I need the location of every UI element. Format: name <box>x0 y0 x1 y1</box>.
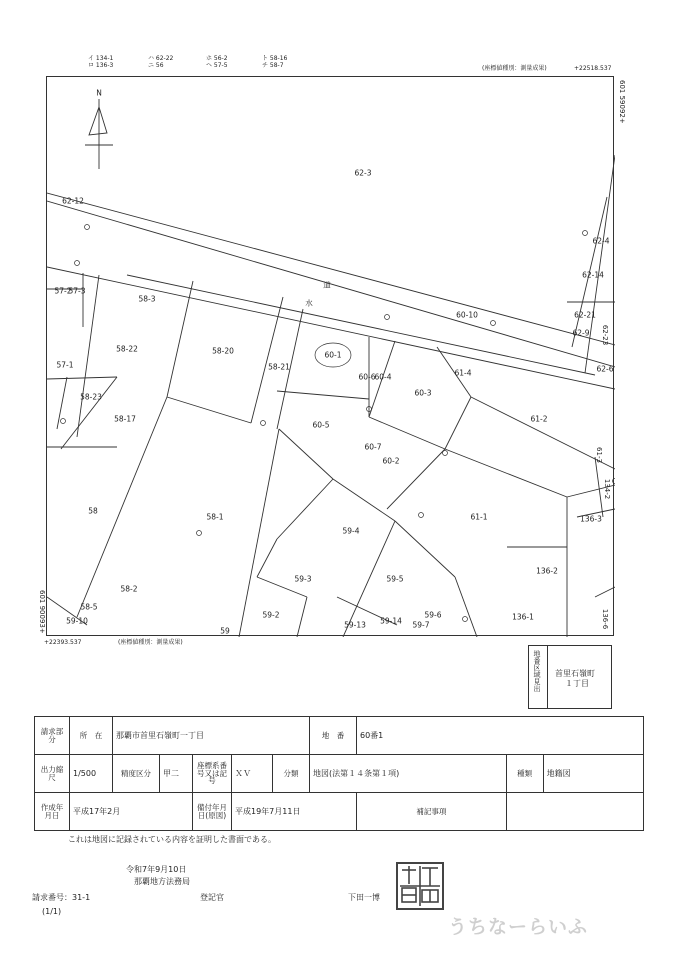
notes-value <box>506 793 643 831</box>
coord-left-vertical: 601 90093+ <box>38 590 46 634</box>
coord-sys-value: ＸＶ <box>232 755 273 793</box>
backup-label: 備付年月日(原図) <box>193 793 232 831</box>
lot-58: 58 <box>88 506 98 516</box>
lot-58-20: 58-20 <box>212 346 234 356</box>
coord-sys-label: 座標系番号又は記号 <box>193 755 232 793</box>
lot-59-7: 59-7 <box>412 620 430 630</box>
lot-136-3: 136-3 <box>580 514 602 524</box>
type-label: 種類 <box>506 755 543 793</box>
lot-58-22: 58-22 <box>116 344 138 354</box>
lot-136-2: 136-2 <box>536 566 558 576</box>
lot-57-1: 57-1 <box>56 360 74 370</box>
north-label: N <box>96 88 102 98</box>
coord-note-top: (座標値種別：測量成果) <box>482 65 547 72</box>
scale-label: 出力縮尺 <box>35 755 70 793</box>
location-label: 所 在 <box>70 717 113 755</box>
lot-59: 59 <box>220 626 230 636</box>
lot-57-3: 57-3 <box>68 286 86 296</box>
key-line1: 首里石嶺町 <box>555 669 595 678</box>
lot-58-17: 58-17 <box>114 414 136 424</box>
lot-62-14: 62-14 <box>582 270 604 280</box>
lot-59-6: 59-6 <box>424 610 442 620</box>
legend-ha: ハ 62-22 <box>148 55 174 62</box>
accuracy-label: 精度区分 <box>113 755 160 793</box>
page-number: (1/1) <box>42 907 62 916</box>
lot-58-1: 58-1 <box>206 512 224 522</box>
lot-58-3: 58-3 <box>138 294 156 304</box>
official-seal <box>396 862 444 910</box>
lot-59-13: 59-13 <box>344 620 366 630</box>
seal-icon <box>398 864 442 908</box>
lot-59-14: 59-14 <box>380 616 402 626</box>
coord-bottom-left: +22393.537 <box>44 639 82 646</box>
lot-58-2: 58-2 <box>120 584 138 594</box>
legend-i: イ 134-1 <box>88 55 114 62</box>
coord-note-bottom: (座標値種別：測量成果) <box>118 639 183 646</box>
registrar-title: 登記官 <box>200 893 224 902</box>
key-line2: １丁目 <box>565 679 589 688</box>
road-label-1: 道 <box>323 280 331 290</box>
lot-60-4: 60-4 <box>374 372 392 382</box>
lot-value: 60番1 <box>357 717 644 755</box>
coord-top-right: +22518.537 <box>574 65 612 72</box>
created-value: 平成17年2月 <box>70 793 193 831</box>
type-value: 地籍図 <box>543 755 643 793</box>
lot-134-2: 134-2 <box>603 478 611 500</box>
lot-62-21: 62-21 <box>574 310 596 320</box>
class-value: 地図(法第１４条第１項) <box>310 755 507 793</box>
lot-59-5: 59-5 <box>386 574 404 584</box>
issue-date: 令和7年9月10日 <box>126 865 187 874</box>
cadastral-map <box>46 76 614 636</box>
lot-60-5: 60-5 <box>312 420 330 430</box>
location-value: 那覇市首里石嶺町一丁目 <box>113 717 310 755</box>
notes-label: 補記事項 <box>357 793 507 831</box>
lot-62-4: 62-4 <box>592 236 610 246</box>
lot-136-1: 136-1 <box>512 612 534 622</box>
lot-62-9: 62-9 <box>572 328 590 338</box>
lot-57-2: 57-2 <box>54 286 72 296</box>
info-table <box>34 716 644 831</box>
lot-60-6: 60-6 <box>358 372 376 382</box>
lot-59-4: 59-4 <box>342 526 360 536</box>
lot-label: 地 番 <box>310 717 357 755</box>
lot-61-4: 61-4 <box>454 368 472 378</box>
class-label: 分類 <box>273 755 310 793</box>
lot-136-6: 136-6 <box>601 608 609 630</box>
road-small-label: 60-10 <box>456 310 478 320</box>
request-label: 請求部分 <box>35 717 70 755</box>
lot-60-3: 60-3 <box>414 388 432 398</box>
legend-chi: チ 58-7 <box>262 62 284 69</box>
lot-60-1: 60-1 <box>324 350 342 360</box>
lot-58-21: 58-21 <box>268 362 290 372</box>
created-label: 作成年月日 <box>35 793 70 831</box>
district-key-box <box>528 645 612 709</box>
key-vertical-label: 地番区域見出 <box>533 650 541 692</box>
certification-text: これは地図に記録されている内容を証明した書面である。 <box>68 835 276 844</box>
lot-62-3: 62-3 <box>354 168 372 178</box>
lot-61-3: 61-3 <box>595 447 603 463</box>
legend-ni: ニ 56 <box>148 62 164 69</box>
lot-62-12: 62-12 <box>62 196 84 206</box>
office-name: 那覇地方法務局 <box>134 877 190 886</box>
backup-value: 平成19年7月11日 <box>232 793 357 831</box>
coord-right-vertical: 601 59092+ <box>618 80 626 124</box>
watermark: うちなーらいふ <box>448 916 589 938</box>
request-number: 請求番号：31-1 <box>32 893 91 902</box>
lot-58-23: 58-23 <box>80 392 102 402</box>
legend-he: ヘ 57-5 <box>206 62 228 69</box>
lot-62-6: 62-6 <box>596 364 614 374</box>
lot-60-2: 60-2 <box>382 456 400 466</box>
lot-61-1: 61-1 <box>470 512 488 522</box>
accuracy-value: 甲二 <box>160 755 193 793</box>
lot-61-2: 61-2 <box>530 414 548 424</box>
road-label-2: 水 <box>305 298 313 308</box>
legend-ho: ホ 56-2 <box>206 55 228 62</box>
lot-59-2: 59-2 <box>262 610 280 620</box>
lot-62-23: 62-23 <box>601 324 609 346</box>
scale-value: 1/500 <box>70 755 113 793</box>
lot-59-3: 59-3 <box>294 574 312 584</box>
lot-59-10: 59-10 <box>66 616 88 626</box>
lot-60-7: 60-7 <box>364 442 382 452</box>
lot-58-5: 58-5 <box>80 602 98 612</box>
registrar-name: 下田一博 <box>348 893 380 902</box>
legend-ro: ロ 136-3 <box>88 62 114 69</box>
legend-to: ト 58-16 <box>262 55 288 62</box>
